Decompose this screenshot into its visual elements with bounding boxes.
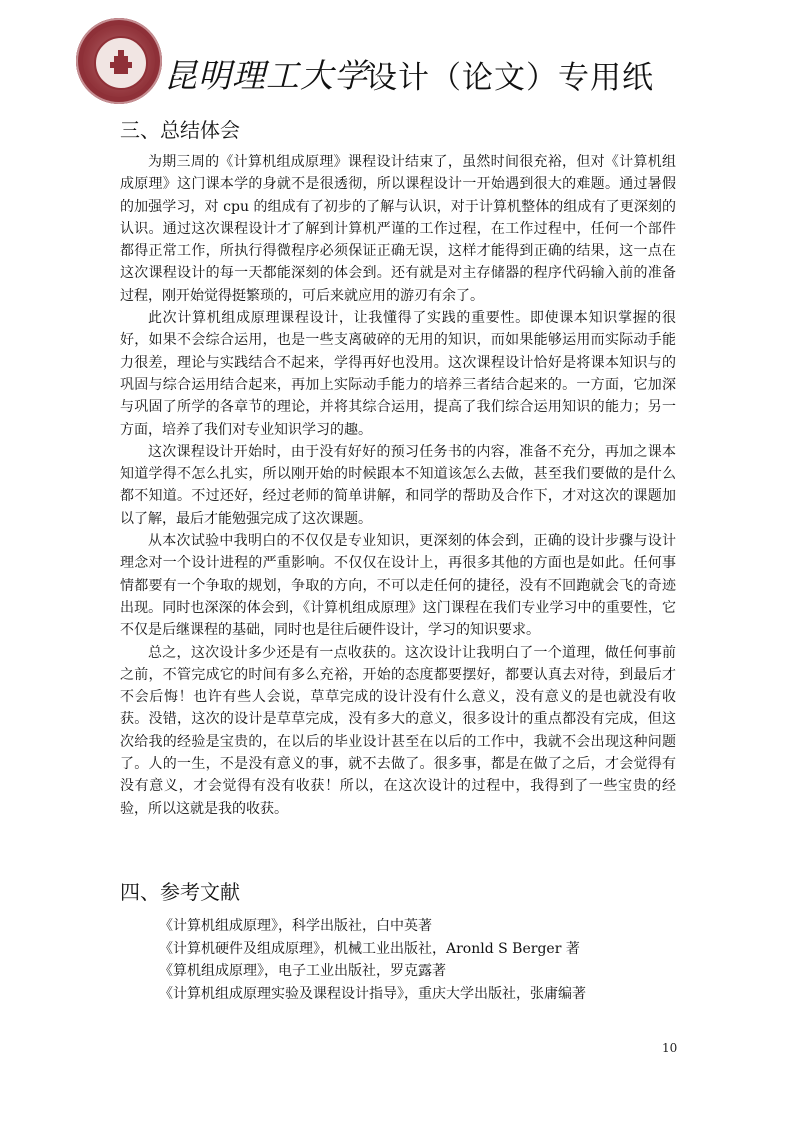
references-list — [159, 915, 679, 1005]
page-header — [76, 18, 716, 118]
reference-item: 《计算机硬件及组成原理》，机械工业出版社，Aronld S Berger 著 — [159, 940, 580, 957]
university-name-logo: 昆明理工大学 — [164, 56, 368, 95]
conclusion-heading: 三、总结体会 — [120, 118, 240, 142]
reference-item: 《计算机组成原理》，科学出版社，白中英著 — [159, 918, 432, 934]
seal-bars-icon — [110, 50, 132, 74]
reference-item: 《计算机组成原理实验及课程设计指导》，重庆大学出版社，张庸编著 — [159, 985, 586, 1002]
page-number: 10 — [662, 1041, 678, 1055]
conclusion-paragraph: 从本次试验中我明白的不仅仅是专业知识，更深刻的体会到，正确的设计步骤与设计理念对一个设计进程的严重影响。不仅仅在设计上，再很多其他的方面也是如此。任何事情都要有一个争取的规划，争取的方向，不可以走任何的捷径，没有不回跑就会飞的奇迹出现。同时也深深的体会到，《计算机组成原理》这门课程在我们专业学习中的重要性，它不仅是后继课程的基础，同时也是往后硬件设计，学习的知识要求。 — [120, 533, 676, 639]
reference-item: 《算机组成原理》，电子工业出版社，罗克露著 — [159, 963, 446, 979]
conclusion-paragraph: 总之，这次设计多少还是有一点收获的。这次设计让我明白了一个道理，做任何事前之前，不管完成它的时间有多么充裕，开始的态度都要摆好，都要认真去对待，到最后才不会后悔！也许有些人会说，草草完成的设计没有什么意义，没有意义的是也就没有收获。没错，这次的设计是草草完成，没有多大的意义，很多设计的重点都没有完成，但这次给我的经验是宝贵的，在以后的毕业设计甚至在以后的工作中，我就不会出现这种问题了。人的一生，不是没有意义的事，就不去做了。很多事，都是在做了之后，才会觉得有没有意义，才会觉得有没有收获！所以，在这次设计的过程中，我得到了一些宝贵的经验，所以这就是我的收获。 — [120, 644, 676, 817]
references-heading: 四、参考文献 — [120, 880, 240, 904]
conclusion-body — [120, 151, 676, 820]
conclusion-paragraph: 为期三周的《计算机组成原理》课程设计结束了，虽然时间很充裕，但对《计算机组成原理》这门课本学的身就不是很透彻，所以课程设计一开始遇到很大的难题。通过暑假的加强学习，对 cpu 的组成有了初步的了解与认识，对于计算机整体的组成有了更深刻的认识。通过这次课程设计才了解到计算机严谨的工作过程，在工作过程中，任何一个部件都得正常工作，所执行得微程序必须保证正确无误，这样才能得到正确的结果，这一点在这次课程设计的每一天都能深刻的体会到。还有就是对主存储器的程序代码输入前的准备过程，刚开始觉得挺繁琐的，可后来就应用的游刃有余了。 — [120, 154, 676, 304]
university-seal-icon — [76, 18, 162, 104]
conclusion-paragraph: 此次计算机组成原理课程设计，让我懂得了实践的重要性。即使课本知识掌握的很好，如果不会综合运用，也是一些支离破碎的无用的知识，而如果能够运用而实际动手能力很差，理论与实践结合不起来，学得再好也没用。这次课程设计恰好是将课本知识与的巩固与综合运用结合起来，再加上实际动手能力的培养三者结合起来的。一方面，它加深与巩固了所学的各章节的理论，并将其综合运用，提高了我们综合运用知识的能力；另一方面，培养了我们对专业知识学习的趣。 — [120, 310, 676, 438]
header-title: 设计（论文）专用纸 — [366, 60, 654, 96]
seal-emblem — [94, 36, 148, 90]
conclusion-paragraph: 这次课程设计开始时，由于没有好好的预习任务书的内容，准备不充分，再加之课本知道学得不怎么扎实，所以刚开始的时候跟本不知道该怎么去做，甚至我们要做的是什么都不知道。不过还好，经过老师的简单讲解，和同学的帮助及合作下，才对这次的课题加以了解，最后才能勉强完成了这次课题。 — [120, 443, 676, 527]
